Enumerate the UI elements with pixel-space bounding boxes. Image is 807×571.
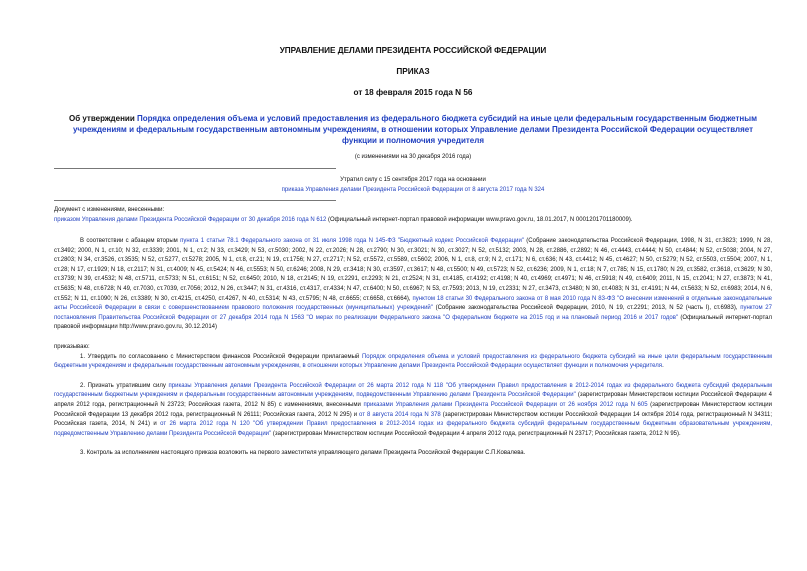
basis-text-2: (Собрание законодательства Российской Федерации, 1998, N 31, ст.3823; 1999, N 28, ст.3492; 2000, N 1, ст.10; N 32, ст.3339; 2001, N 1, ст.2; N 33, ст.3429; N 53, ст.5030; 2002, N 22, ст.2026; N 28, ст.2790; N 30, ст.3021; N 30, ст.3027; N 52, ст.5132; 2003, N 28, ст.2886, ст.2892; N 46, ст.4443, ст.4444; N 50, ст.4844; N 52, ст.5038; 2004, N 27, ст.2803; N 34, ст.3526, ст.3535; N 52, ст.5277, ст.5278; 2005, N 1, ст.8, ст.21; N 19, ст.1756; N 27, ст.2717; N 52, ст.5572, ст.5589, ст.5602; 2006, N 1, ст.8, ст.9; N 2, ст.171; N 6, ст.636; N 43, ст.4412; N 45, ст.4627; N 50, ст.5279; N 52, ст.5503, ст.5504; 2007, N 1, ст.28; N 17, ст.1929; N 18, ст.2117; N 31, ст.4009; N 45, ст.5424; N 46, ст.5553; N 50, ст.6246; 2008, N 29, ст.3418; N 30, ст.3597, ст.3617; N 48, ст.5500; N 49, ст.5723; N 52, ст.6236; 2009, N 1, ст.18; N 7, ст.785; N 15, ст.1780; N 29, ст.3582, ст.3618, ст.3629; N 30, ст.3739; N 39, ст.4532; N 48, ст.5711, ст.5733; N 51, ст.6151; N 52, ст.6450; 2010, N 18, ст.2145; N 19, ст.2291, ст.2293; N 21, ст.2524; N 31, ст.4185, ст.4192; ст.4198; N 40, ст.4969; ст.4971; N 46, ст.5918; N 49, ст.6409; 2011, N 15, ст.2041; N 27, ст.3873; N 41, ст.5635; N 48, ст.6728; N 49, ст.7030, ст.7039, ст.7056; 2012, N 26, ст.3447; N 31, ст.4316, ст.4317, ст.4334; N 47, ст.6400; N 50, ст.6967; N 53, ст.7593; 2013, N 19, ст.2331; N 27, ст.3473, ст.3480; N 30, ст.4083; N 31, ст.4191; N 44, ст.5633; N 52, ст.6983; 2014, N 6, ст.552; N 11, ст.1090; N 26, ст.3389; N 30, ст.4215, ст.4250, ст.4267, N 40, ст.5314; N 43, ст.5795; N 48, ст.6655; ст.6658, ст.6664), xyxy=(54,238,772,302)
document-date: от 18 февраля 2015 года N 56 xyxy=(353,88,473,97)
government-decree-link[interactable]: пунктом 27 постановления Правительства Российской Федерации от 27 декабря 2014 года N 1563 "О мерах по реализации Федерального закона "О федеральном бюджете на 2015 год и на плановый период 2016 и 2017 годов" xyxy=(54,305,772,321)
order-378-link[interactable]: от 8 августа 2014 года N 378 xyxy=(359,411,441,418)
divider-top xyxy=(54,168,336,169)
item-2-text-3: (зарегистрирован Министерством юстиции Российской Федерации 13 декабря 2012 года, регистрационный N 26111; Российская газета, 2012 N 295) и xyxy=(54,401,773,418)
item-2-text-1: 2. Признать утратившим силу xyxy=(80,382,169,389)
paragraph-basis xyxy=(54,237,772,333)
amendments-block xyxy=(54,205,772,225)
order-118-link[interactable]: приказы Управления делами Президента Российской Федерации от 26 марта 2012 года N 118 "Об утверждении Правил предоставления в 2012-2014 годах из федерального бюджета субсидий федеральным государственным бюджетным учреждениям и федеральным государственным автономным учреждениям, подведомственным Управлению делами Президента Российской Федерации" xyxy=(54,382,772,399)
item-1-end: . xyxy=(662,363,664,370)
item-3-text: 3. Контроль за исполнением настоящего приказа возложить на первого заместителя управляющего делами Президента Российской Федерации С.П.Ковалева. xyxy=(80,450,526,457)
item-2-text-5: (зарегистрирован Министерством юстиции Российской Федерации 4 апреля 2012 года, регистрационный N 23717; Российская газета, 2012 N 95). xyxy=(271,430,681,437)
amendments-label: Документ с изменениями, внесенными: xyxy=(54,207,165,213)
basis-text-3: (Собрание законодательства Российской Федерации, 2010, N 19, ст.2291; 2013, N 52 (часть I), ст.6983), xyxy=(432,305,741,312)
lost-force-note xyxy=(54,175,772,195)
issuing-authority: УПРАВЛЕНИЕ ДЕЛАМИ ПРЕЗИДЕНТА РОССИЙСКОЙ ФЕДЕРАЦИИ xyxy=(279,46,547,55)
budget-code-link[interactable]: пункта 1 статьи 78.1 Федерального закона от 31 июля 1998 года N 145-ФЗ "Бюджетный кодекс Российской Федерации" xyxy=(180,238,524,244)
title-prefix: Об утверждении xyxy=(68,114,137,123)
order-120-link[interactable]: от 26 марта 2012 года N 120 "Об утверждении Правил предоставления в 2012-2014 годах из федерального бюджета субсидий федеральным государственным бюджетным образовательным учреждениям, подведомственным Управлению делами Президента Российской Федерации" xyxy=(54,421,772,437)
lost-force-line: Утратил силу с 15 сентября 2017 года на основании xyxy=(340,177,486,183)
amendment-source: (Официальный интернет-портал правовой информации www.pravo.gov.ru, 18.01.2017, N 0001201701180009). xyxy=(326,217,633,223)
amendments-line xyxy=(54,215,772,225)
item-2-text-2: (зарегистрирован Министерством юстиции Российской Федерации 4 апреля 2012 года, регистрационный N 23723; Российская газета, 2012 N 85) с изменениями, внесенными xyxy=(54,392,773,408)
amendment-link[interactable]: приказом Управления делами Президента Российской Федерации от 30 декабря 2016 года N 612 xyxy=(54,217,327,223)
procedure-link[interactable]: Порядок определения объема и условий предоставления из федерального бюджета субсидий на иные цели федеральным государственным бюджетным учреждениям и федеральным государственным автономным учреждениям, в отношении которых Управление делами Президента Российской Федерации осуществляет функции и полномочия учредителя xyxy=(54,353,772,370)
lost-force-link[interactable]: приказа Управления делами Президента Российской Федерации от 8 августа 2017 года N 324 xyxy=(281,187,545,193)
paragraph-item-1 xyxy=(54,353,772,372)
title-link[interactable]: Порядка определения объема и условий предоставления из федерального бюджета субсидий на иные цели федеральным государственным бюджетным учреждениям и федеральным государственным автономным учреждениям, в отношении которых Управление делами Президента Российской Федерации осуществляет функции и полномочия учредителя xyxy=(72,114,758,145)
item-2-text-4: (зарегистрирован Министерством юстиции Российской Федерации 14 октября 2014 года, регистрационный N 34311; Российская газета, 2014, N 241) и xyxy=(54,411,772,428)
basis-text-1: В соответствии с абзацем вторым xyxy=(80,238,181,244)
document-title xyxy=(54,113,772,146)
order-605-link[interactable]: приказами Управления делами Президента Российской Федерации от 26 ноября 2012 года N 605 xyxy=(363,401,648,408)
document-page xyxy=(54,30,772,459)
federal-law-83-link[interactable]: пунктом 18 статьи 30 Федерального закона от 8 мая 2010 года N 83-ФЗ "О внесении изменений в отдельные законодательные акты Российской Федерации в связи с совершенствованием правового положения государственных (муниципальных) учреждений" xyxy=(54,295,773,312)
changes-note: (с изменениями на 30 декабря 2016 года) xyxy=(354,154,472,160)
document-type: ПРИКАЗ xyxy=(396,67,430,76)
paragraph-order-word: приказываю: xyxy=(54,343,90,350)
basis-text-4: (Официальный интернет-портал правовой информации http://www.pravo.gov.ru, 30.12.2014) xyxy=(54,314,772,331)
item-1-text: 1. Утвердить по согласованию с Министерством финансов Российской Федерации прилагаемый xyxy=(80,353,362,360)
paragraph-item-3 xyxy=(54,449,772,459)
divider-middle xyxy=(54,200,336,201)
paragraph-item-2 xyxy=(54,382,772,440)
